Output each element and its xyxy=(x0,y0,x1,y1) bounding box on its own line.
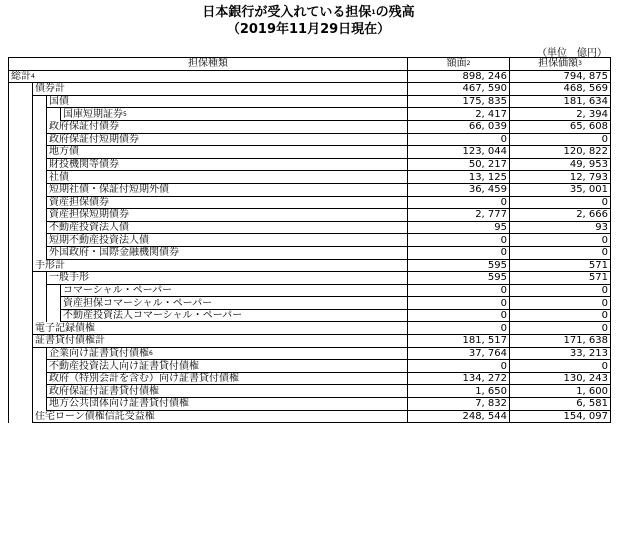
table-row xyxy=(9,146,611,159)
collateral-value-cell: 0 xyxy=(510,284,611,297)
collateral-value-cell: 65, 608 xyxy=(510,120,611,133)
indent-cell xyxy=(33,171,47,184)
row-label xyxy=(61,309,408,322)
indent-cell xyxy=(33,234,47,247)
collateral-value-cell: 2, 666 xyxy=(510,209,611,222)
indent-cell xyxy=(33,398,47,411)
row-label xyxy=(47,158,408,171)
row-label xyxy=(47,360,408,373)
face-value-cell: 0 xyxy=(408,297,510,310)
face-value-cell: 50, 217 xyxy=(408,158,510,171)
table-row xyxy=(9,95,611,108)
face-value-cell: 0 xyxy=(408,322,510,335)
row-label-text: 社債 xyxy=(49,171,69,183)
face-value-cell: 7, 832 xyxy=(408,398,510,411)
title-tail: の残高 xyxy=(375,5,415,20)
table-row xyxy=(9,120,611,133)
page-title xyxy=(0,5,617,20)
face-value-cell: 0 xyxy=(408,196,510,209)
row-label xyxy=(61,284,408,297)
face-value-cell: 2, 777 xyxy=(408,209,510,222)
row-label xyxy=(47,272,408,285)
face-value-cell: 595 xyxy=(408,259,510,272)
row-label xyxy=(47,133,408,146)
row-label xyxy=(47,347,408,360)
page-subtitle: （2019年11月29日現在） xyxy=(226,22,391,37)
face-value-cell: 36, 459 xyxy=(408,183,510,196)
table-row xyxy=(9,133,611,146)
table-row xyxy=(9,83,611,96)
table-row xyxy=(9,183,611,196)
indent-cell xyxy=(47,108,61,121)
row-label xyxy=(33,259,408,272)
row-label xyxy=(47,120,408,133)
row-label-text: 不動産投資法人向け証書貸付債権 xyxy=(49,360,199,372)
header-face-value xyxy=(408,58,510,71)
indent-cell xyxy=(9,347,33,360)
indent-cell xyxy=(33,209,47,222)
collateral-value-cell: 93 xyxy=(510,221,611,234)
table-row xyxy=(9,246,611,259)
collateral-value-cell: 6, 581 xyxy=(510,398,611,411)
collateral-value-cell: 0 xyxy=(510,322,611,335)
face-value-cell: 467, 590 xyxy=(408,83,510,96)
face-value-cell: 595 xyxy=(408,272,510,285)
indent-cell xyxy=(47,309,61,322)
row-label-text: 国庫短期証券 xyxy=(63,108,123,120)
indent-cell xyxy=(9,322,33,335)
table-row xyxy=(9,360,611,373)
indent-cell xyxy=(9,372,33,385)
collateral-value-cell: 468, 569 xyxy=(510,83,611,96)
table-row xyxy=(9,284,611,297)
collateral-value-cell: 0 xyxy=(510,133,611,146)
face-value-cell: 0 xyxy=(408,246,510,259)
table-row xyxy=(9,196,611,209)
row-label xyxy=(47,385,408,398)
row-label-text: 政府保証付証書貸付債権 xyxy=(49,385,159,397)
face-value-cell: 66, 039 xyxy=(408,120,510,133)
indent-cell xyxy=(9,209,33,222)
indent-cell xyxy=(33,297,47,310)
row-label xyxy=(33,410,408,423)
row-label-text: 資産担保債券 xyxy=(49,196,109,208)
row-label xyxy=(47,171,408,184)
row-label xyxy=(47,234,408,247)
indent-cell xyxy=(33,95,47,108)
indent-cell xyxy=(9,221,33,234)
indent-cell xyxy=(9,259,33,272)
table-row xyxy=(9,259,611,272)
row-label-footnote: 5 xyxy=(123,110,127,118)
title-text: 日本銀行が受入れている担保 xyxy=(202,5,372,20)
collateral-value-cell: 49, 953 xyxy=(510,158,611,171)
face-value-cell: 0 xyxy=(408,309,510,322)
indent-cell xyxy=(9,335,33,348)
row-label-text: 債券計 xyxy=(35,83,65,95)
row-label-text: 不動産投資法人コマーシャル・ペーパー xyxy=(63,310,243,322)
row-label-footnote: 4 xyxy=(31,72,35,80)
collateral-value-cell: 35, 001 xyxy=(510,183,611,196)
row-label-text: 住宅ローン債権信託受益権 xyxy=(35,410,155,422)
indent-cell xyxy=(9,146,33,159)
table-header-row xyxy=(9,58,611,71)
row-label-text: 企業向け証書貸付債権 xyxy=(49,347,149,359)
table-row xyxy=(9,398,611,411)
indent-cell xyxy=(33,246,47,259)
indent-cell xyxy=(9,410,33,423)
row-label-text: 資産担保コマーシャル・ペーパー xyxy=(63,297,213,309)
face-value-cell: 0 xyxy=(408,133,510,146)
indent-cell xyxy=(9,297,33,310)
face-value-cell: 248, 544 xyxy=(408,410,510,423)
table-row xyxy=(9,385,611,398)
row-label-text: 証書貸付債権計 xyxy=(35,335,105,347)
indent-cell xyxy=(33,309,47,322)
face-value-cell: 181, 517 xyxy=(408,335,510,348)
table-row xyxy=(9,108,611,121)
row-label xyxy=(9,70,408,83)
row-label xyxy=(33,322,408,335)
row-label xyxy=(47,209,408,222)
indent-cell xyxy=(33,347,47,360)
header-face-text: 額面 xyxy=(446,58,467,70)
row-label xyxy=(47,221,408,234)
indent-cell xyxy=(33,196,47,209)
collateral-value-cell: 120, 822 xyxy=(510,146,611,159)
table-row xyxy=(9,410,611,423)
row-label xyxy=(47,246,408,259)
collateral-value-cell: 794, 875 xyxy=(510,70,611,83)
table-row xyxy=(9,158,611,171)
indent-cell xyxy=(9,183,33,196)
row-label-text: 資産担保短期債券 xyxy=(49,209,129,221)
face-value-cell: 2, 417 xyxy=(408,108,510,121)
header-face-footnote: 2 xyxy=(466,60,471,68)
table-row xyxy=(9,272,611,285)
indent-cell xyxy=(9,385,33,398)
row-label-footnote: 6 xyxy=(149,349,153,357)
face-value-cell: 134, 272 xyxy=(408,372,510,385)
collateral-value-cell: 12, 793 xyxy=(510,171,611,184)
table-row xyxy=(9,171,611,184)
header-collateral-type: 担保種類 xyxy=(9,58,408,71)
table-row xyxy=(9,322,611,335)
table-row xyxy=(9,221,611,234)
row-label-text: 短期社債・保証付短期外債 xyxy=(49,184,169,196)
indent-cell xyxy=(9,398,33,411)
indent-cell xyxy=(33,120,47,133)
header-collateral-value xyxy=(510,58,611,71)
face-value-cell: 123, 044 xyxy=(408,146,510,159)
collateral-value-cell: 0 xyxy=(510,360,611,373)
face-value-cell: 37, 764 xyxy=(408,347,510,360)
table-row xyxy=(9,347,611,360)
row-label-text: 短期不動産投資法人債 xyxy=(49,234,149,246)
indent-cell xyxy=(33,183,47,196)
collateral-table-body xyxy=(9,58,611,423)
indent-cell xyxy=(33,385,47,398)
indent-cell xyxy=(9,234,33,247)
header-value-text: 担保価額 xyxy=(538,58,579,70)
row-label-text: 手形計 xyxy=(35,259,65,271)
collateral-value-cell: 154, 097 xyxy=(510,410,611,423)
row-label xyxy=(47,183,408,196)
indent-cell xyxy=(9,309,33,322)
row-label xyxy=(61,297,408,310)
row-label-text: 政府保証付短期債券 xyxy=(49,133,139,145)
indent-cell xyxy=(33,272,47,285)
indent-cell xyxy=(9,196,33,209)
title-footnote: 1 xyxy=(371,9,376,16)
row-label-text: 外国政府・国際金融機関債券 xyxy=(49,247,179,259)
table-row xyxy=(9,309,611,322)
collateral-value-cell: 571 xyxy=(510,272,611,285)
table-row xyxy=(9,209,611,222)
unit-label: （単位 億円） xyxy=(537,48,607,59)
face-value-cell: 898, 246 xyxy=(408,70,510,83)
collateral-value-cell: 0 xyxy=(510,196,611,209)
row-label-text: 電子記録債権 xyxy=(35,322,95,334)
row-label xyxy=(33,335,408,348)
row-label-text: 地方債 xyxy=(49,146,79,158)
row-label-text: 政府保証付債券 xyxy=(49,121,119,133)
row-label xyxy=(61,108,408,121)
table-row xyxy=(9,297,611,310)
row-label xyxy=(33,83,408,96)
collateral-value-cell: 0 xyxy=(510,297,611,310)
row-label-text: 総計 xyxy=(11,70,31,82)
table-row xyxy=(9,335,611,348)
face-value-cell: 0 xyxy=(408,234,510,247)
row-label xyxy=(47,196,408,209)
indent-cell xyxy=(9,120,33,133)
indent-cell xyxy=(9,83,33,96)
indent-cell xyxy=(9,284,33,297)
row-label-text: コマーシャル・ペーパー xyxy=(63,284,173,296)
indent-cell xyxy=(33,221,47,234)
indent-cell xyxy=(9,171,33,184)
row-label-text: 地方公共団体向け証書貸付債権 xyxy=(49,398,189,410)
indent-cell xyxy=(33,158,47,171)
indent-cell xyxy=(9,272,33,285)
collateral-value-cell: 2, 394 xyxy=(510,108,611,121)
indent-cell xyxy=(33,146,47,159)
face-value-cell: 1, 650 xyxy=(408,385,510,398)
indent-cell xyxy=(47,297,61,310)
row-label xyxy=(47,398,408,411)
indent-cell xyxy=(9,158,33,171)
face-value-cell: 13, 125 xyxy=(408,171,510,184)
collateral-value-cell: 1, 600 xyxy=(510,385,611,398)
collateral-value-cell: 171, 638 xyxy=(510,335,611,348)
collateral-table xyxy=(8,57,611,423)
collateral-value-cell: 571 xyxy=(510,259,611,272)
collateral-value-cell: 130, 243 xyxy=(510,372,611,385)
indent-cell xyxy=(33,360,47,373)
collateral-value-cell: 181, 634 xyxy=(510,95,611,108)
indent-cell xyxy=(9,133,33,146)
indent-cell xyxy=(33,372,47,385)
row-label-text: 不動産投資法人債 xyxy=(49,222,129,234)
table-row xyxy=(9,234,611,247)
face-value-cell: 0 xyxy=(408,360,510,373)
indent-cell xyxy=(47,284,61,297)
header-value-footnote: 3 xyxy=(578,60,582,68)
collateral-value-cell: 33, 213 xyxy=(510,347,611,360)
face-value-cell: 0 xyxy=(408,284,510,297)
row-label xyxy=(47,372,408,385)
indent-cell xyxy=(9,95,33,108)
indent-cell xyxy=(9,108,33,121)
face-value-cell: 95 xyxy=(408,221,510,234)
row-label xyxy=(47,146,408,159)
indent-cell xyxy=(33,284,47,297)
indent-cell xyxy=(9,360,33,373)
indent-cell xyxy=(33,108,47,121)
table-row xyxy=(9,70,611,83)
collateral-value-cell: 0 xyxy=(510,234,611,247)
row-label-text: 国債 xyxy=(49,96,69,108)
collateral-value-cell: 0 xyxy=(510,246,611,259)
row-label-text: 財投機関等債券 xyxy=(49,159,119,171)
face-value-cell: 175, 835 xyxy=(408,95,510,108)
row-label-text: 一般手形 xyxy=(49,272,89,284)
row-label xyxy=(47,95,408,108)
collateral-value-cell: 0 xyxy=(510,309,611,322)
indent-cell xyxy=(9,246,33,259)
table-row xyxy=(9,372,611,385)
row-label-text: 政府（特別会計を含む）向け証書貸付債権 xyxy=(49,373,239,385)
indent-cell xyxy=(33,133,47,146)
